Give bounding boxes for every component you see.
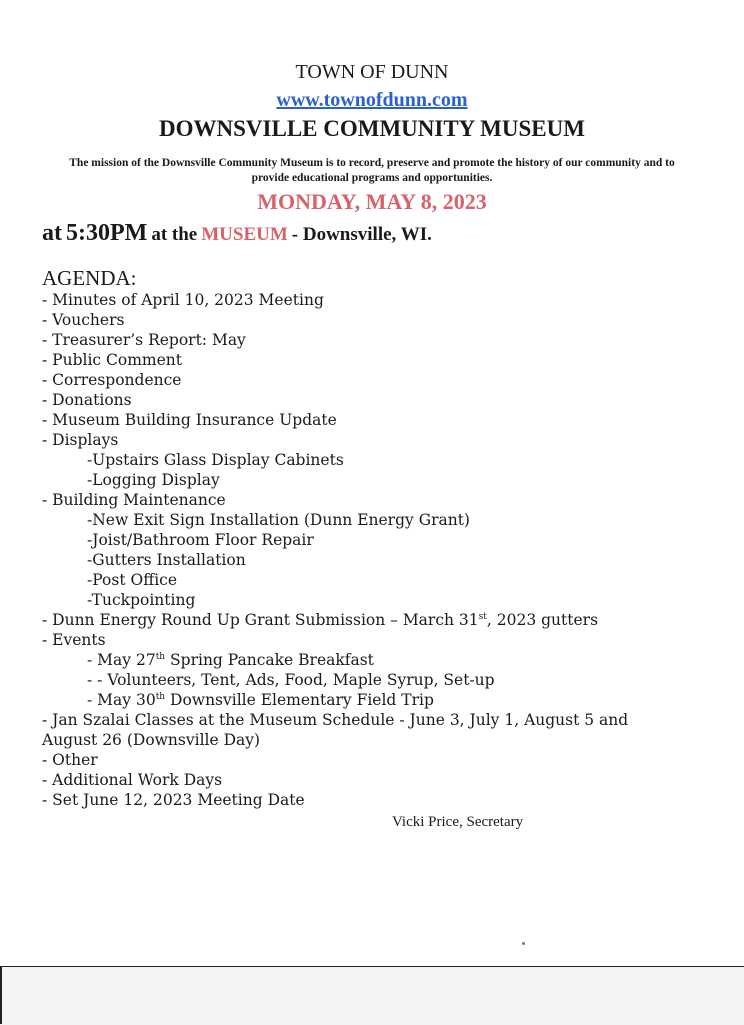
agenda-subitem: -Logging Display [87, 471, 220, 489]
scan-edge [0, 966, 744, 1025]
mission-statement: The mission of the Downsville Community Museum is to record, preserve and promote the history of our community and to provide educational programs and opportunities. [69, 157, 675, 184]
agenda-item: - Set June 12, 2023 Meeting Date [42, 791, 305, 809]
time-at: at [42, 220, 62, 246]
agenda-item: - Treasurer’s Report: May [42, 331, 246, 349]
event-item [42, 650, 722, 670]
agenda-item: - Minutes of April 10, 2023 Meeting [42, 291, 324, 309]
meeting-time-location [42, 220, 432, 247]
town-website-link[interactable]: www.townofdunn.com [276, 89, 468, 111]
town-name: TOWN OF DUNN [295, 61, 449, 83]
agenda-subitem: -Post Office [87, 571, 178, 589]
agenda-subitem: -New Exit Sign Installation (Dunn Energy Grant) [87, 511, 470, 529]
agenda-item-grant [42, 610, 722, 630]
agenda-item-classes: - Jan Szalai Classes at the Museum Schedule - June 3, July 1, August 5 and [42, 711, 629, 729]
agenda-subitem: -Gutters Installation [87, 551, 246, 569]
meeting-date: MONDAY, MAY 8, 2023 [257, 189, 487, 214]
event-text-end: Spring Pancake Breakfast [165, 651, 374, 669]
meeting-time: 5:30PM [66, 220, 148, 246]
agenda-item: - Additional Work Days [42, 771, 223, 789]
agenda-item: - Museum Building Insurance Update [42, 411, 337, 429]
meeting-location: - Downsville, WI. [291, 224, 432, 245]
museum-title: DOWNSVILLE COMMUNITY MUSEUM [159, 116, 585, 141]
agenda-item-classes-cont: August 26 (Downsville Day) [42, 731, 261, 749]
agenda-item: - Correspondence [42, 371, 182, 389]
secretary-signature: Vicki Price, Secretary [392, 814, 524, 830]
grant-text: - Dunn Energy Round Up Grant Submission – March 31 [42, 611, 479, 629]
agenda-subitem: -Joist/Bathroom Floor Repair [87, 531, 314, 549]
agenda-subitem: -Tuckpointing [87, 591, 196, 609]
agenda-item-events: - Events [42, 631, 106, 649]
agenda-item: - Other [42, 751, 98, 769]
meeting-venue: MUSEUM [201, 224, 288, 245]
event-item [42, 690, 722, 710]
scan-edge-left [0, 966, 2, 1024]
agenda-subitem: -Upstairs Glass Display Cabinets [87, 451, 344, 469]
agenda-item: - Donations [42, 391, 132, 409]
agenda-item: - Displays [42, 431, 119, 449]
event-text-end: Downsville Elementary Field Trip [165, 691, 434, 709]
at-the: at the [151, 224, 198, 245]
event-ordinal: th [155, 691, 166, 702]
agenda-list [42, 290, 722, 810]
scan-speck [522, 942, 525, 945]
event-item: - - Volunteers, Tent, Ads, Food, Maple Syrup, Set-up [87, 671, 495, 689]
grant-text-end: , 2023 gutters [486, 611, 599, 629]
agenda-heading: AGENDA: [42, 266, 137, 290]
agenda-item: - Building Maintenance [42, 491, 226, 509]
event-ordinal: th [155, 651, 166, 662]
event-text: - May 30 [87, 691, 156, 709]
grant-ordinal: st [478, 611, 487, 622]
agenda-item: - Vouchers [42, 311, 125, 329]
event-text: - May 27 [87, 651, 156, 669]
agenda-item: - Public Comment [42, 351, 182, 369]
